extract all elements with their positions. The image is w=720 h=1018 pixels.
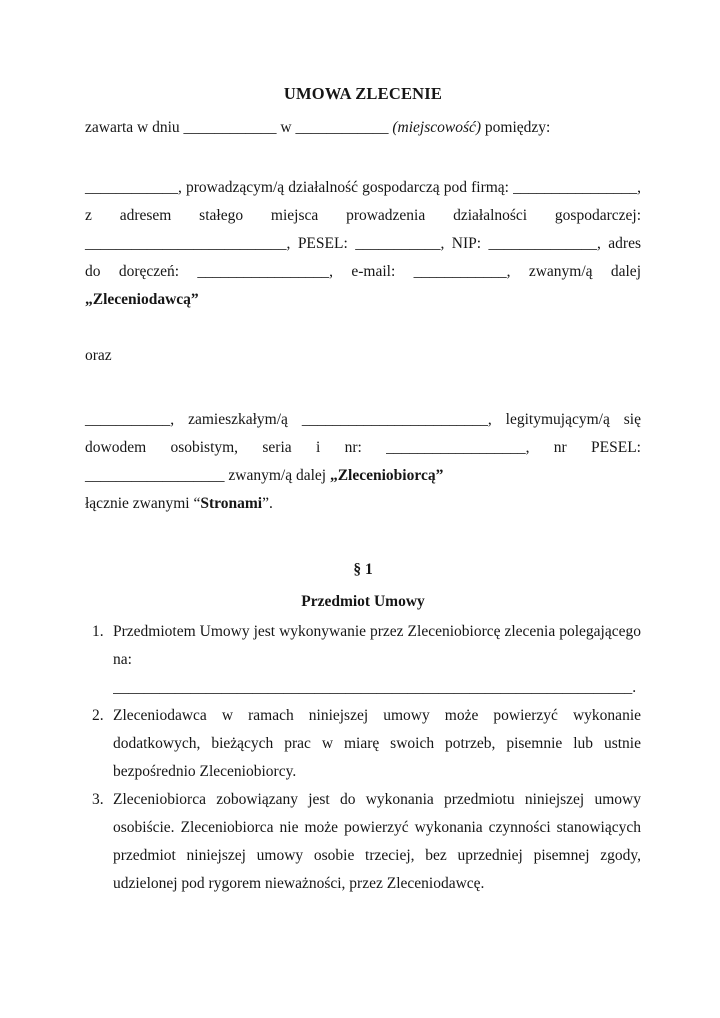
oraz-paragraph: oraz <box>85 347 112 364</box>
parties-paragraph <box>85 490 641 518</box>
clause-1-blank-line: ___________________________________________________________________. <box>113 679 637 696</box>
clause-item-3 <box>92 786 641 898</box>
contractor-paragraph <box>85 406 641 490</box>
clause-item-2 <box>92 702 641 786</box>
clause-3-number: 3. <box>92 791 104 808</box>
clause-1-text: Przedmiotem Umowy jest wykonywanie przez Zleceniobiorcę zlecenia polegającego na: <box>113 623 641 668</box>
principal-paragraph <box>85 174 641 314</box>
intro-text-1: zawarta w dniu ____________ w ____________ <box>85 119 393 136</box>
contractor-text: ___________, zamieszkałym/ą ________________________, legitymującym/ą się dowodem osobistym, seria i nr: __________________, nr PESEL: __________________ zwanym/ą dalej <box>85 411 641 484</box>
clause-2-text: Zleceniodawca w ramach niniejszej umowy może powierzyć wykonanie dodatkowych, bieżących prac w miarę swoich potrzeb, pisemnie lub ustnie bezpośrednio Zleceniobiorcy. <box>113 707 641 780</box>
intro-text-2: pomiędzy: <box>481 119 551 136</box>
contractor-term-bold: „Zleceniobiorcą” <box>329 467 444 484</box>
parties-text-1: łącznie zwanymi “ <box>85 495 201 512</box>
intro-paragraph <box>85 114 641 142</box>
parties-term-bold: Stronami <box>200 495 263 512</box>
clause-item-1 <box>92 618 641 702</box>
section-1-number: § 1 <box>353 561 373 578</box>
clause-1-number: 1. <box>92 623 104 640</box>
document-title: UMOWA ZLECENIE <box>283 84 443 103</box>
intro-miejscowosc-italic: (miejscowość) <box>392 119 482 136</box>
clause-2-number: 2. <box>92 707 104 724</box>
clause-3-text: Zleceniobiorca zobowiązany jest do wykonania przedmiotu niniejszej umowy osobiście. Zleceniobiorca nie może powierzyć wykonania czynności stanowiących przedmiot niniejszej umowy osobie trzeciej, bez uprzedniej pisemnej zgody, udzielonej pod rygorem nieważności, przez Zleceniodawcę. <box>113 791 641 892</box>
section-1-heading: Przedmiot Umowy <box>301 593 425 610</box>
principal-term-bold: „Zleceniodawcą” <box>85 291 199 308</box>
parties-text-2: ”. <box>262 495 273 512</box>
section-1-clauses <box>85 618 641 898</box>
principal-text: ____________, prowadzącym/ą działalność gospodarczą pod firmą: ________________, z adresem stałego miejsca prowadzenia działalności gospodarczej: __________________________, PESEL: ___________, NIP: ______________, adres do doręczeń: _________________, e-mail: ____________, zwanym/ą dalej <box>85 179 641 280</box>
